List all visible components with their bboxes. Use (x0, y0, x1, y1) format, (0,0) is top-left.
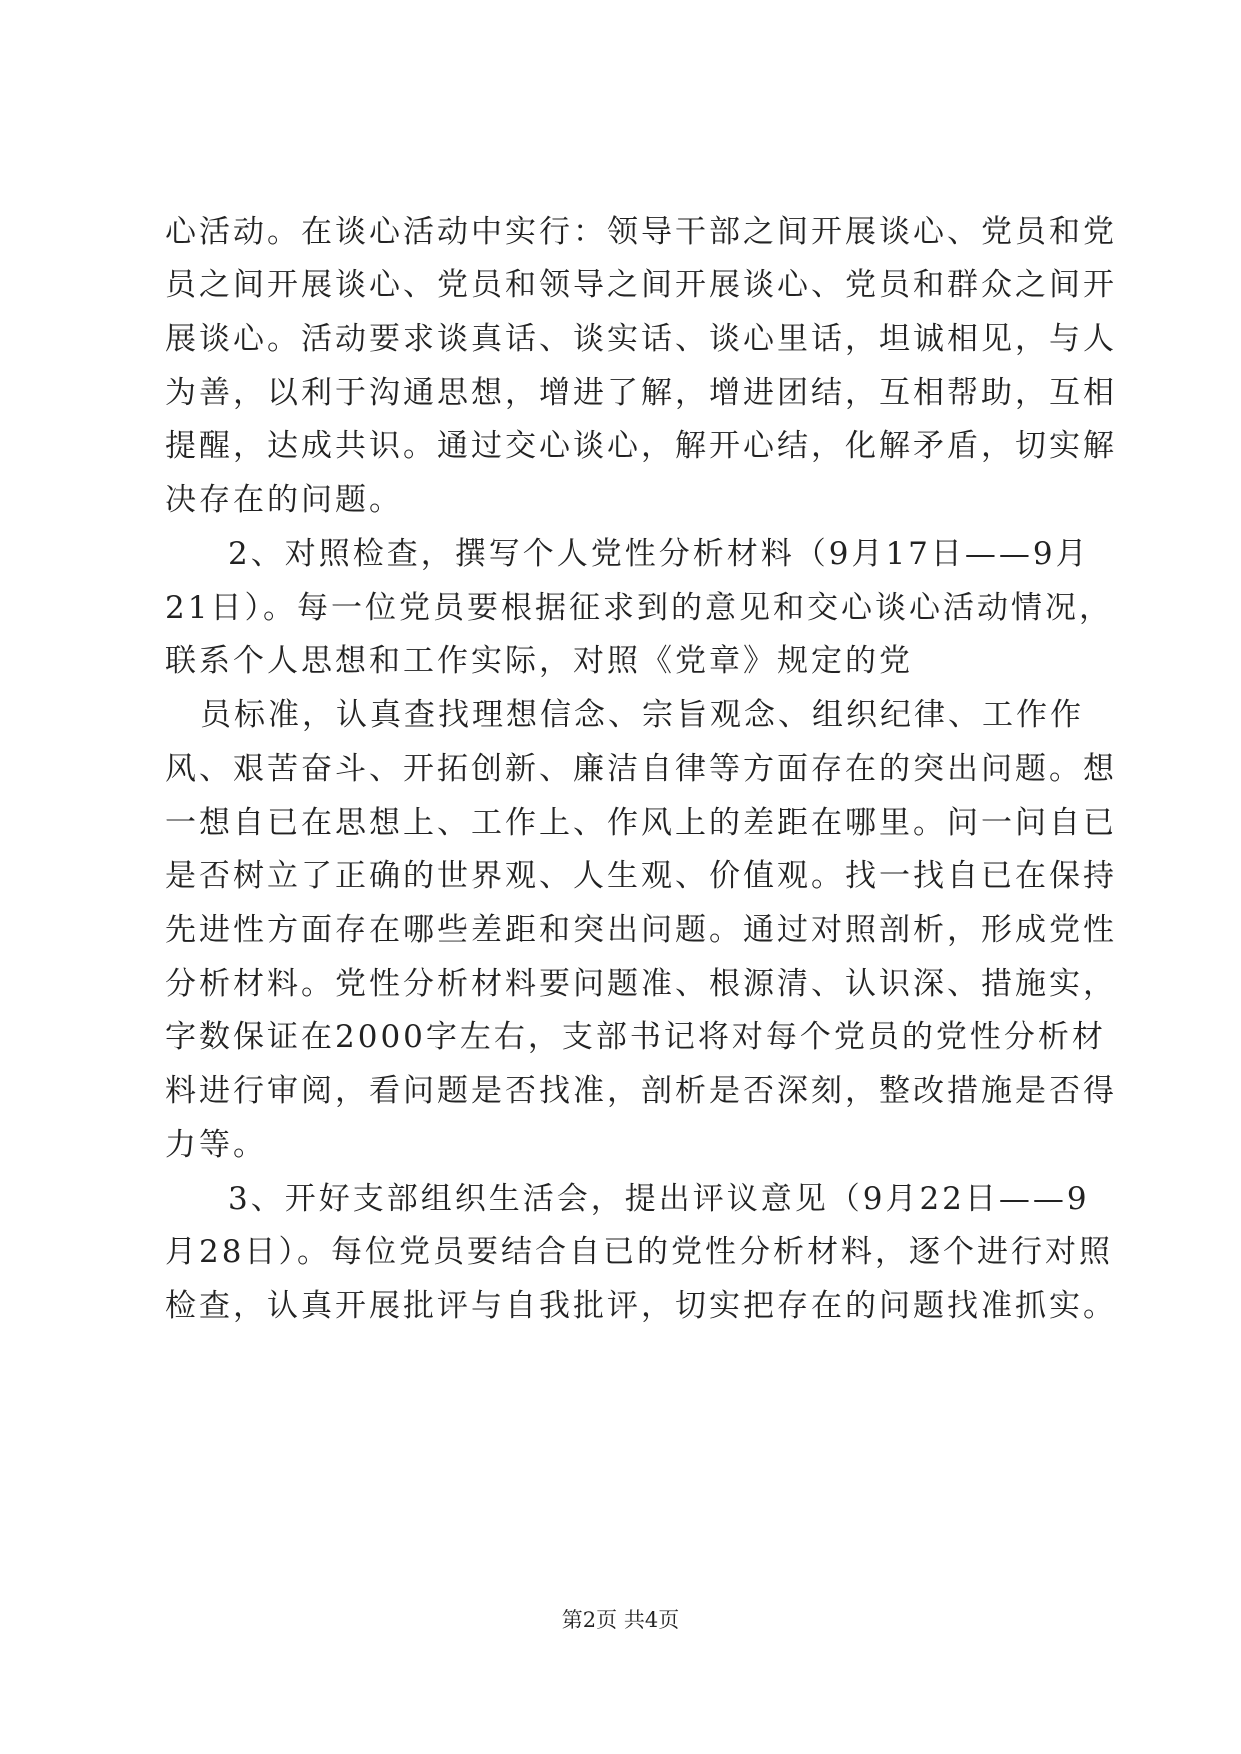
body-line-20: 月28日）。每位党员要结合自已的党性分析材料，逐个进行对照 (165, 1234, 1113, 1270)
body-line-17: 料进行审阅，看问题是否找准，剖析是否深刻，整改措施是否得 (165, 1073, 1117, 1109)
body-line-21: 检查，认真开展批评与自我批评，切实把存在的问题找准抓实。 (165, 1288, 1117, 1324)
body-line-6: 决存在的问题。 (165, 482, 403, 518)
body-line-18: 力等。 (165, 1127, 267, 1163)
body-line-4: 为善，以利于沟通思想，增进了解，增进团结，互相帮助，互相 (165, 375, 1117, 411)
body-line-1: 心活动。在谈心活动中实行：领导干部之间开展谈心、党员和党 (165, 214, 1117, 250)
body-line-3: 展谈心。活动要求谈真话、谈实话、谈心里话，坦诚相见，与人 (165, 321, 1117, 357)
body-line-13: 是否树立了正确的世界观、人生观、价值观。找一找自已在保持 (165, 858, 1117, 894)
body-line-15: 分析材料。党性分析材料要问题准、根源清、认识深、措施实， (165, 966, 1117, 1002)
body-line-11: 风、艰苦奋斗、开拓创新、廉洁自律等方面存在的突出问题。想 (165, 751, 1117, 787)
body-line-2: 员之间开展谈心、党员和领导之间开展谈心、党员和群众之间开 (165, 267, 1117, 303)
body-line-12: 一想自已在思想上、工作上、作风上的差距在哪里。问一问自已 (165, 805, 1117, 841)
body-line-9: 联系个人思想和工作实际，对照《党章》规定的党 (165, 643, 913, 679)
body-line-10: 员标准，认真查找理想信念、宗旨观念、组织纪律、工作作 (200, 697, 1084, 733)
body-line-5: 提醒，达成共识。通过交心谈心，解开心结，化解矛盾，切实解 (165, 428, 1117, 464)
body-line-8: 21日）。每一位党员要根据征求到的意见和交心谈心活动情况， (165, 590, 1113, 626)
body-line-14: 先进性方面存在哪些差距和突出问题。通过对照剖析，形成党性 (165, 912, 1117, 948)
page-number-footer: 第2页 共4页 (561, 1608, 680, 1632)
section-3-heading-line: 3、开好支部组织生活会，提出评议意见（9月22日——9 (228, 1181, 1090, 1217)
section-2-heading-line: 2、对照检查，撰写个人党性分析材料（9月17日——9月 (228, 536, 1090, 572)
body-line-16: 字数保证在2000字左右，支部书记将对每个党员的党性分析材 (165, 1019, 1106, 1055)
